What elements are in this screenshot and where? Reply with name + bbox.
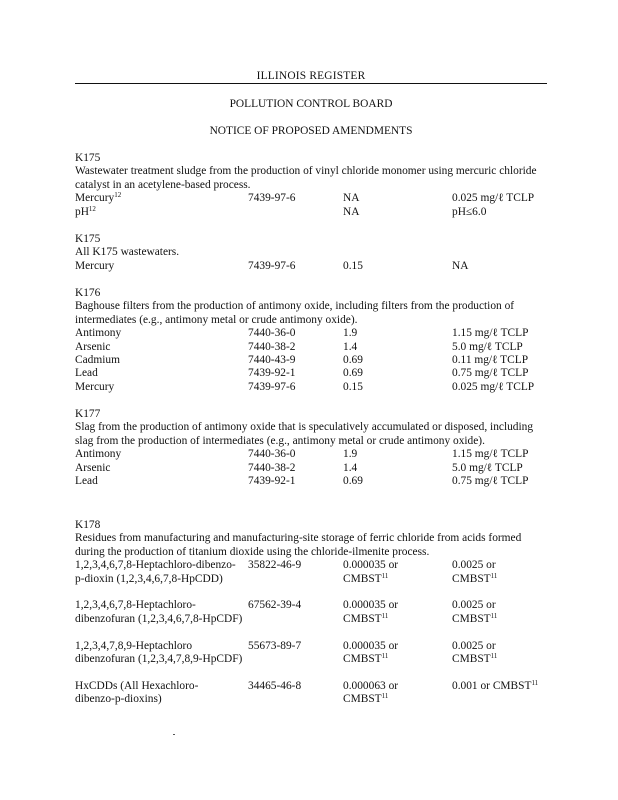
table-row bbox=[75, 680, 555, 707]
nonwastewater-standard: NA bbox=[452, 259, 469, 272]
nonwastewater-standard: 0.0025 or CMBST$^{11}$ bbox=[452, 639, 498, 665]
nonwastewater-standard: 0.75 mg/ℓ TCLP bbox=[452, 367, 529, 380]
cas-number: 7439-92-1 bbox=[248, 367, 296, 380]
waste-description: Wastewater treatment sludge from the production of vinyl chloride monomer using mercuric chloride catalyst in an acetylene-based process. bbox=[75, 165, 537, 191]
nonwastewater-standard: 0.001 or CMBST$^{11}$ bbox=[452, 678, 539, 692]
wastewater-standard: 0.69 bbox=[343, 354, 363, 366]
waste-description: Residues from manufacturing and manufacturing-site storage of ferric chloride from acids formed during the production of titanium dioxide using the chloride-ilmenite process. bbox=[75, 532, 522, 558]
cas-number: 7440-38-2 bbox=[248, 461, 296, 474]
constituent-name: $pH^{12}$ bbox=[75, 204, 96, 218]
wastewater-standard: NA bbox=[343, 205, 360, 218]
constituent-name: 1,2,3,4,7,8,9-Heptachloro dibenzofuran (1,2,3,4,7,8,9-HpCDF) bbox=[75, 639, 243, 665]
nonwastewater-standard: 0.75 mg/ℓ TCLP bbox=[452, 475, 529, 487]
cas-number: 55673-89-7 bbox=[248, 639, 302, 652]
constituent-name: Arsenic bbox=[75, 461, 111, 474]
cas-number: 7439-97-6 bbox=[248, 259, 296, 272]
wastewater-standard: 1.9 bbox=[343, 327, 358, 340]
section-k176 bbox=[75, 287, 555, 394]
wastewater-standard: 0.69 bbox=[343, 475, 363, 487]
wastewater-standard: 0.000035 or CMBST$^{11}$ bbox=[343, 559, 399, 585]
table-row bbox=[75, 462, 555, 475]
nonwastewater-standard: 1.15 mg/ℓ TCLP bbox=[452, 327, 529, 340]
waste-description: Slag from the production of antimony oxide that is speculatively accumulated or disposed, including slag from the production of intermediates (e.g., antimony metal or crude antimony oxide). bbox=[75, 421, 534, 447]
cas-number: 7439-97-6 bbox=[248, 380, 296, 393]
register-header bbox=[75, 70, 547, 84]
wastewater-standard: 1.9 bbox=[343, 448, 358, 461]
constituent-name: Lead bbox=[75, 367, 98, 380]
constituent-name: Mercury$^{12}$ bbox=[75, 191, 122, 205]
table-row bbox=[75, 192, 555, 205]
wastewater-standard: 0.15 bbox=[343, 259, 363, 272]
wastewater-standard: NA bbox=[343, 192, 360, 205]
waste-code: K175 bbox=[75, 152, 101, 164]
nonwastewater-standard: 5.0 mg/ℓ TCLP bbox=[452, 340, 523, 353]
cas-number: 7439-92-1 bbox=[248, 475, 296, 487]
table-row bbox=[75, 381, 555, 394]
section-k178 bbox=[75, 519, 555, 707]
header-rule bbox=[75, 83, 547, 84]
table-row bbox=[75, 448, 555, 461]
table-row bbox=[75, 475, 555, 488]
constituent-name: HxCDDs (All Hexachloro-dibenzo-p-dioxins) bbox=[75, 679, 199, 706]
wastewater-standard: 0.15 bbox=[343, 380, 363, 393]
nonwastewater-standard: 0.025 mg/ℓ TCLP bbox=[452, 192, 535, 205]
constituent-name: Antimony bbox=[75, 327, 122, 340]
cas-number: 34465-46-8 bbox=[248, 679, 302, 692]
cas-number: 7440-38-2 bbox=[248, 340, 296, 353]
table-row bbox=[75, 559, 555, 599]
cas-number: 7439-97-6 bbox=[248, 192, 296, 205]
wastewater-standard: 1.4 bbox=[343, 340, 358, 353]
constituent-name: Antimony bbox=[75, 448, 122, 461]
constituent-name: 1,2,3,4,6,7,8-Heptachloro-dibenzofuran (1,2,3,4,6,7,8-HpCDF) bbox=[75, 599, 243, 625]
nonwastewater-standard: 0.11 mg/ℓ TCLP bbox=[452, 354, 529, 366]
constituent-name: Cadmium bbox=[75, 354, 120, 366]
table-row bbox=[75, 640, 555, 680]
register-title: ILLINOIS REGISTER bbox=[256, 70, 366, 82]
section-k175-wastewaters bbox=[75, 233, 555, 273]
table-row bbox=[75, 354, 555, 367]
waste-description: All K175 wastewaters. bbox=[75, 246, 180, 259]
cas-number: 7440-36-0 bbox=[248, 327, 296, 340]
notice-heading: NOTICE OF PROPOSED AMENDMENTS bbox=[209, 125, 413, 137]
nonwastewater-standard: 0.0025 or CMBST$^{11}$ bbox=[452, 599, 498, 625]
cas-number: 7440-36-0 bbox=[248, 448, 296, 461]
waste-code: K177 bbox=[75, 408, 101, 420]
table-row bbox=[75, 260, 555, 273]
section-k175 bbox=[75, 152, 555, 219]
wastewater-standard: 0.000035 or CMBST$^{11}$ bbox=[343, 599, 399, 625]
nonwastewater-standard: pH≤6.0 bbox=[452, 205, 487, 218]
wastewater-standard: 0.000063 or CMBST$^{11}$ bbox=[343, 679, 399, 706]
board-heading: POLLUTION CONTROL BOARD bbox=[229, 98, 393, 110]
nonwastewater-standard: 0.0025 or CMBST$^{11}$ bbox=[452, 559, 498, 585]
constituent-name: Lead bbox=[75, 475, 98, 487]
waste-code: K176 bbox=[75, 287, 101, 299]
table-row bbox=[75, 599, 555, 639]
wastewater-standard: 0.69 bbox=[343, 367, 363, 380]
waste-code: K178 bbox=[75, 519, 101, 531]
section-k177 bbox=[75, 408, 555, 488]
table-row bbox=[75, 206, 555, 219]
nonwastewater-standard: 5.0 mg/ℓ TCLP bbox=[452, 461, 523, 474]
nonwastewater-standard: 0.025 mg/ℓ TCLP bbox=[452, 380, 535, 393]
table-row bbox=[75, 367, 555, 380]
wastewater-standard: 1.4 bbox=[343, 461, 358, 474]
constituent-name: Mercury bbox=[75, 259, 115, 272]
waste-code: K175 bbox=[75, 233, 101, 245]
table-row bbox=[75, 327, 555, 340]
constituent-name: 1,2,3,4,6,7,8-Heptachloro-dibenzo-p-dioxin (1,2,3,4,6,7,8-HpCDD) bbox=[75, 559, 236, 585]
waste-description: Baghouse filters from the production of antimony oxide, including filters from the production of intermediates (e.g., antimony metal or crude antimony oxide). bbox=[75, 300, 515, 326]
cas-number: 35822-46-9 bbox=[248, 559, 302, 572]
constituent-name: Mercury bbox=[75, 380, 115, 393]
table-row bbox=[75, 341, 555, 354]
wastewater-standard: 0.000035 or CMBST$^{11}$ bbox=[343, 639, 399, 665]
scan-speck bbox=[173, 734, 175, 735]
nonwastewater-standard: 1.15 mg/ℓ TCLP bbox=[452, 448, 529, 461]
constituent-name: Arsenic bbox=[75, 340, 111, 353]
cas-number: 67562-39-4 bbox=[248, 599, 302, 612]
cas-number: 7440-43-9 bbox=[248, 354, 296, 366]
